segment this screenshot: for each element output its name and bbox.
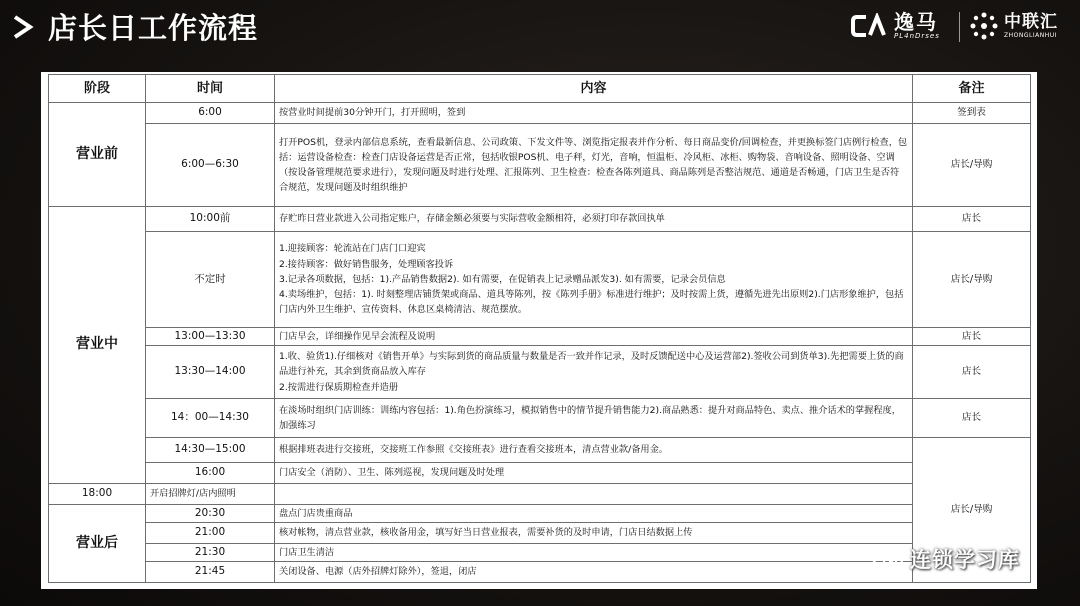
stage-after: 营业后: [49, 505, 146, 583]
time-cell: 21:00: [146, 523, 275, 544]
note-cell: 店长/导购: [913, 124, 1031, 207]
yima-logo-icon: [850, 13, 888, 39]
content-cell: [275, 328, 913, 346]
content-line: 4.卖场维护，包括：1). 时刻整理店铺货架或商品、道具等陈列，按《陈列手册》标准进行维护；及时按需上货，遵循先进先出原则2).门店形象维护，包括门店内外卫生维护、宣传资料、休息区桌椅清洁、规范摆放。: [279, 289, 904, 316]
zhonglianhui-logo-text: 中联汇: [1004, 11, 1058, 32]
table-row: [49, 399, 1031, 438]
time-cell: 16:00: [146, 463, 275, 484]
time-cell: 21:30: [146, 544, 275, 562]
time-cell: 6:00—6:30: [146, 124, 275, 207]
content-line: 3.记录各项数据，包括：1).产品销售数据2). 如有需要，在促销表上记录赠品派发3). 如有需要，记录会员信息: [279, 273, 726, 285]
table-row: [49, 505, 1031, 523]
table-row: [49, 207, 1031, 232]
stage-during: 营业中: [49, 207, 146, 484]
workflow-table: [48, 74, 1031, 583]
watermark: [870, 544, 1020, 574]
content-line: 2.按需进行保质期检查并造册: [279, 381, 399, 393]
content-line: 关闭设备、电源（店外招牌灯除外），签退，闭店: [279, 566, 477, 578]
note-cell: 店长: [913, 328, 1031, 346]
content-line: 门店安全（消防）、卫生、陈列巡视，发现问题及时处理: [279, 467, 505, 479]
content-line: 门店卫生清洁: [279, 546, 335, 558]
time-cell: 6:00: [146, 103, 275, 124]
content-line: 门店早会，详细操作见早会流程及说明: [279, 330, 436, 342]
content-cell: [275, 438, 913, 463]
content-cell: [275, 232, 913, 328]
time-cell: 13:30—14:00: [146, 346, 275, 399]
content-line: 在淡场时组织门店训练：训练内容包括：1).角色扮演练习，模拟销售中的情节提升销售能力2).商品熟悉：提升对商品特色、卖点、推介话术的掌握程度，加强练习: [279, 404, 901, 431]
content-cell: [275, 346, 913, 399]
note-cell: 签到表: [913, 103, 1031, 124]
zhonglianhui-logo: [968, 10, 1058, 42]
content-line: 核对帐物，清点营业款，核收备用金，填写好当日营业报表，需要补货的及时申请，门店日结数据上传: [279, 527, 693, 539]
time-cell: 18:00: [49, 484, 146, 505]
stage-before: 营业前: [49, 103, 146, 207]
content-line: 按营业时间提前30分钟开门，打开照明，签到: [279, 107, 466, 119]
note-cell: 店长: [913, 399, 1031, 438]
workflow-sheet: [41, 72, 1037, 589]
content-line: 1.迎接顾客：轮流站在门店门口迎宾: [279, 243, 426, 255]
table-row: [49, 103, 1031, 124]
note-cell: 店长: [913, 346, 1031, 399]
wechat-icon: [870, 545, 904, 573]
content-cell: [146, 484, 275, 505]
zhonglianhui-logo-subtext: ZHONGLIANHUI: [1004, 31, 1057, 39]
table-header-row: [49, 75, 1031, 103]
yima-logo-subtext: PL4nDrses: [894, 31, 940, 40]
zhonglianhui-logo-icon: [968, 10, 1000, 42]
table-row: [49, 232, 1031, 328]
content-line: 2.接待顾客：做好销售服务，处理顾客投诉: [279, 258, 454, 270]
content-line: 根据排班表进行交接班，交接班工作参照《交接班表》进行查看交接班本，清点营业款/备用金。: [279, 444, 668, 456]
note-cell-merged: 店长/导购: [913, 438, 1031, 583]
content-cell: [275, 399, 913, 438]
content-line: 盘点门店贵重商品: [279, 507, 353, 519]
time-cell: 14：00—14:30: [146, 399, 275, 438]
content-cell: [275, 523, 913, 544]
note-cell: 店长/导购: [913, 232, 1031, 328]
logo-divider: [959, 12, 960, 42]
watermark-text: 连锁学习库: [910, 548, 1020, 572]
content-cell: [275, 463, 913, 484]
content-cell: [275, 562, 913, 583]
header-note: 备注: [913, 75, 1031, 103]
table-row: [49, 438, 1031, 463]
content-cell: [275, 207, 913, 232]
yima-logo-text: 逸马: [894, 9, 938, 34]
time-cell: 14:30—15:00: [146, 438, 275, 463]
note-cell: 店长: [913, 207, 1031, 232]
content-line: 打开POS机，登录内部信息系统，查看最新信息、公司政策、下发文件等、浏览指定报表并作分析、每日商品变价/回调检查，并更换标签门店例行检查，包括：运营设备检查：检查门店设备运营是否正常，包括收银POS机、电子秤，灯光，音响，恒温柜、冷风柜、冰柜、购物袋、音响设备、照明设备、空调（按设备管理规范要求进行），发现问题及时进行处理、汇报陈列、卫生检查：检查各陈列道具、商品陈列是否整洁规范、通道是否畅通，门店卫生是否符合规范，发现问题及时组织维护: [279, 136, 908, 194]
table-row: [49, 328, 1031, 346]
header-stage: 阶段: [49, 75, 146, 103]
table-row: [49, 124, 1031, 207]
time-cell: 21:45: [146, 562, 275, 583]
content-line: 1.收、验货1).仔细核对《销售开单》与实际到货的商品质量与数量是否一致并作记录，及时反馈配送中心及运营部2).签收公司到货单3).先把需要上货的商品进行补充，其余到货商品放入库存: [279, 351, 904, 378]
yima-logo: [850, 10, 940, 42]
content-cell: [275, 124, 913, 207]
page-title: 店长日工作流程: [48, 11, 259, 45]
table-row: [49, 346, 1031, 399]
header-time: 时间: [146, 75, 275, 103]
time-cell: 10:00前: [146, 207, 275, 232]
content-cell: [275, 544, 913, 562]
content-cell: [275, 505, 913, 523]
table-row: [49, 484, 1031, 505]
time-cell: 不定时: [146, 232, 275, 328]
title-arrow-icon: [10, 12, 36, 42]
content-cell: [275, 103, 913, 124]
content-line: 开启招牌灯/店内照明: [150, 488, 236, 500]
content-line: 存贮昨日营业款进入公司指定账户，存储金额必须要与实际营收金额相符，必须打印存款回执单: [279, 213, 665, 225]
table-row: [49, 523, 1031, 544]
time-cell: 13:00—13:30: [146, 328, 275, 346]
header-content: 内容: [275, 75, 913, 103]
time-cell: 20:30: [146, 505, 275, 523]
table-row: [49, 463, 1031, 484]
